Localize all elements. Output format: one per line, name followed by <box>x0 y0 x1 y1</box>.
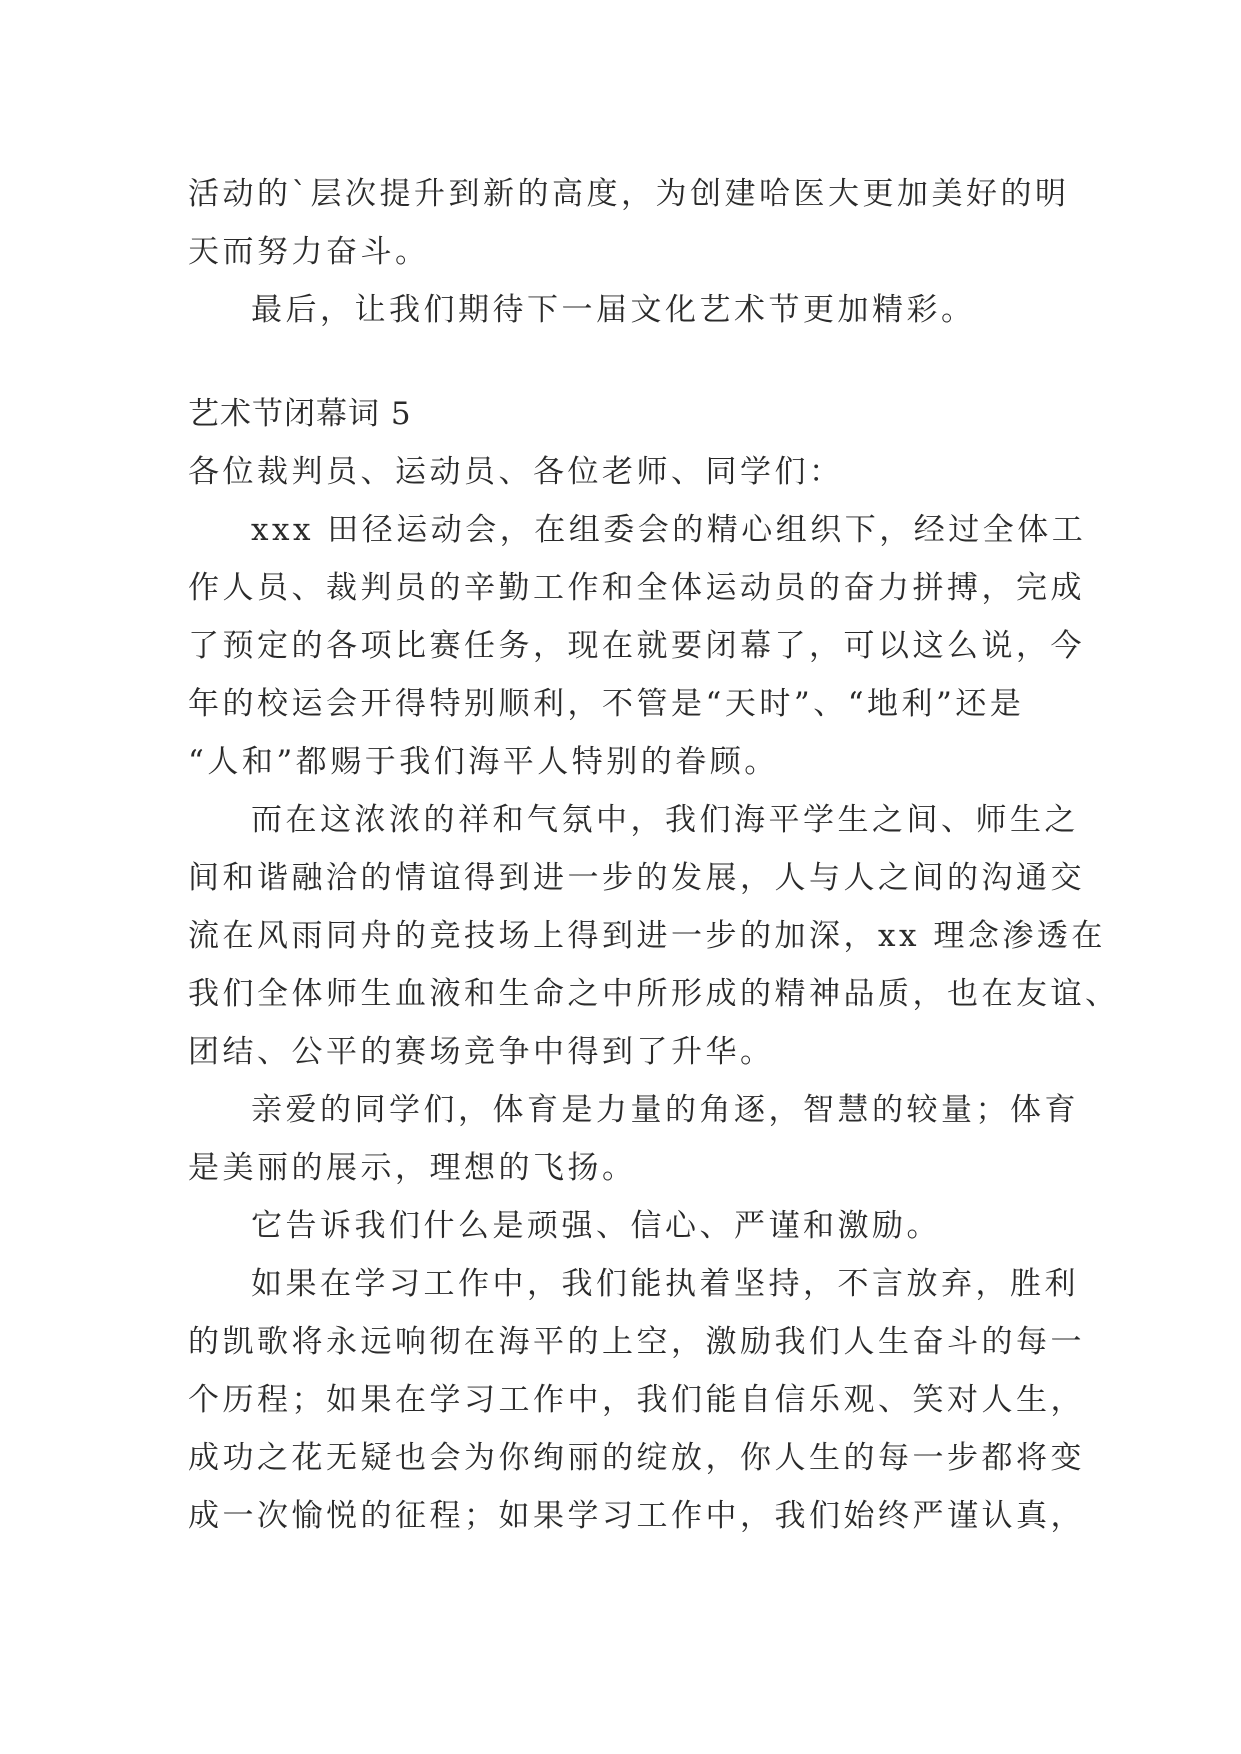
paragraph-line: 了预定的各项比赛任务，现在就要闭幕了，可以这么说，今 <box>188 628 1085 664</box>
paragraph-line: 团结、公平的赛场竞争中得到了升华。 <box>188 1034 775 1070</box>
section-title: 艺术节闭幕词 5 <box>188 396 412 432</box>
paragraph-line: 它告诉我们什么是顽强、信心、严谨和激励。 <box>251 1208 941 1244</box>
paragraph-line: 如果在学习工作中，我们能执着坚持，不言放弃，胜利 <box>251 1266 1079 1302</box>
paragraph-line: 成功之花无疑也会为你绚丽的绽放，你人生的每一步都将变 <box>188 1440 1085 1476</box>
salutation: 各位裁判员、运动员、各位老师、同学们： <box>188 454 844 490</box>
paragraph-line: 我们全体师生血液和生命之中所形成的精神品质，也在友谊、 <box>188 976 1120 1012</box>
document-body <box>188 165 1120 1545</box>
paragraph-line: 成一次愉悦的征程；如果学习工作中，我们始终严谨认真， <box>188 1498 1085 1534</box>
paragraph-line: 是美丽的展示，理想的飞扬。 <box>188 1150 637 1186</box>
paragraph-line: 活动的`层次提升到新的高度，为创建哈医大更加美好的明 <box>188 176 1070 212</box>
paragraph-line: 天而努力奋斗。 <box>188 234 430 270</box>
paragraph-lessons <box>188 1197 1068 1255</box>
paragraph-line: “人和”都赐于我们海平人特别的眷顾。 <box>188 744 779 780</box>
paragraph-line: 间和谐融洽的情谊得到进一步的发展，人与人之间的沟通交 <box>188 860 1085 896</box>
paragraph-perseverance <box>188 1255 1085 1545</box>
paragraph-line: 作人员、裁判员的辛勤工作和全体运动员的奋力拼搏，完成 <box>188 570 1085 606</box>
paragraph-line: 个历程；如果在学习工作中，我们能自信乐观、笑对人生， <box>188 1382 1085 1418</box>
paragraph-sports-meet <box>188 501 1087 791</box>
section-gap <box>188 339 1068 385</box>
paragraph-line: xxx 田径运动会，在组委会的精心组织下，经过全体工 <box>251 512 1087 548</box>
paragraph-closing-wish <box>188 281 1068 339</box>
paragraph-line: 亲爱的同学们，体育是力量的角逐，智慧的较量；体育 <box>251 1092 1079 1128</box>
paragraph-line: 年的校运会开得特别顺利，不管是“天时”、“地利”还是 <box>188 686 1025 722</box>
paragraph-line: 而在这浓浓的祥和气氛中，我们海平学生之间、师生之 <box>251 802 1079 838</box>
paragraph-sports-meaning <box>188 1081 1079 1197</box>
paragraph-previous-conclusion <box>188 165 1068 281</box>
paragraph-line: 最后，让我们期待下一届文化艺术节更加精彩。 <box>251 292 976 328</box>
paragraph-harmony <box>188 791 1120 1081</box>
paragraph-line: 流在风雨同舟的竞技场上得到进一步的加深，xx 理念渗透在 <box>188 918 1106 954</box>
paragraph-line: 的凯歌将永远响彻在海平的上空，激励我们人生奋斗的每一 <box>188 1324 1085 1360</box>
